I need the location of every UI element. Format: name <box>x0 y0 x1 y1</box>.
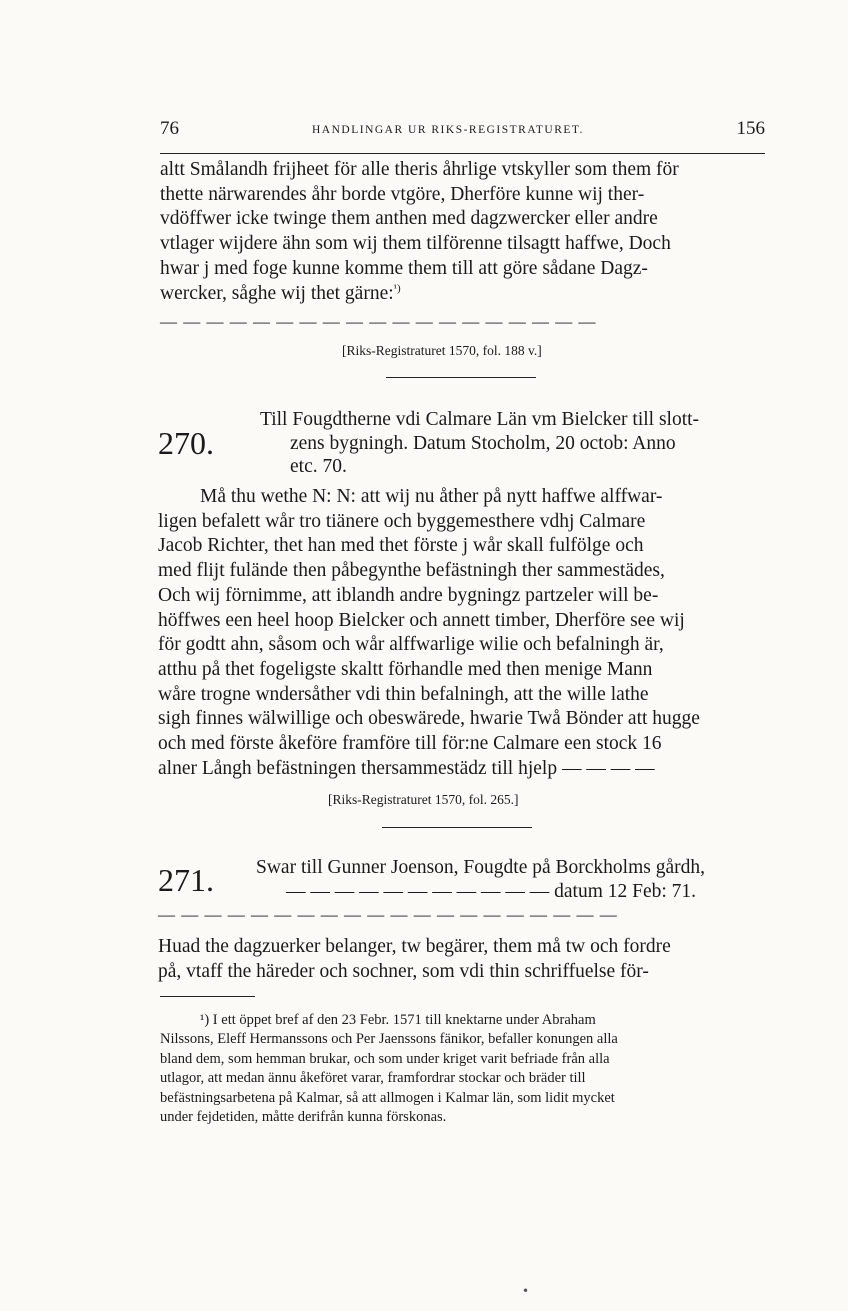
header-rule <box>160 153 765 154</box>
section-divider <box>382 827 532 828</box>
text-line: altt Smålandh frijheet för alle theris åhrlige vtskyller som them för <box>160 159 679 180</box>
running-title: HANDLINGAR UR RIKS-REGISTRATURET. <box>312 124 584 136</box>
section-divider <box>386 377 536 378</box>
footnote-line: ¹) I ett öppet bref af den 23 Febr. 1571 till knektarne under Abraham <box>200 1012 596 1028</box>
footnote-line: under fejdetiden, måtte derifrån kunna förskonas. <box>160 1109 447 1126</box>
footnote-line: befästningsarbetena på Kalmar, så att allmogen i Kalmar län, som lidit mycket <box>160 1089 615 1106</box>
text-line: vtlager wijdere ähn som wij them tilförenne tilsagtt haffwe, Doch <box>160 233 671 255</box>
text-line: höffwes een heel hoop Bielcker och annett timber, Dherföre see wij <box>158 609 685 631</box>
source-reference: [Riks-Registraturet 1570, fol. 265.] <box>328 792 519 807</box>
text-line: atthu på thet fogeligste skaltt förhandle med then menige Mann <box>158 658 653 680</box>
footnote-line: bland dem, som hemman brukar, och som under kriget varit befriade från alla <box>160 1050 610 1067</box>
regest-line: — — — — — — — — — — — datum 12 Feb: 71. <box>286 880 697 902</box>
document-number: 270. <box>158 425 214 461</box>
document-body <box>158 935 765 984</box>
omission-dashes: — — — — — — — — — — — — — — — — — — — <box>160 312 597 331</box>
omission-dashes: — — — — — — — — — — — — — — — — — — — — <box>158 905 618 924</box>
text-line <box>160 282 765 307</box>
page-header <box>160 118 765 148</box>
document-regest <box>260 408 699 479</box>
folio-number: 156 <box>736 118 765 139</box>
regest-line: Till Fougdtherne vdi Calmare Län vm Bielcker till slott- <box>260 409 700 430</box>
text-line: alner Långh befästningen thersammestädz till hjelp — — — — <box>158 757 655 779</box>
text-line: wåre trogne wndersåther vdi thin befalningh, att the wille lathe <box>158 683 649 705</box>
text-line: thette närwarendes åhr borde vtgöre, Dherföre kunne wij ther- <box>160 183 645 205</box>
footnote-line: Nilssons, Eleff Hermanssons och Per Jaenssons fänikor, befaller konungen alla <box>160 1031 618 1048</box>
document-number: 271. <box>158 862 214 898</box>
footnote <box>160 1011 766 1127</box>
text-line: ligen befalett wår tro tiänere och byggemesthere vdhj Calmare <box>158 510 646 532</box>
text-line: Jacob Richter, thet han med thet förste j wår skall fulfölge och <box>158 535 644 557</box>
regest-line: Swar till Gunner Joenson, Fougdte på Borckholms gårdh, <box>256 857 705 878</box>
text-line: Och wij förnimme, att iblandh andre bygningz partzeler will be- <box>158 584 659 606</box>
text-line: sigh finnes wälwillige och obeswärede, hwarie Twå Bönder att hugge <box>158 708 700 730</box>
footnote-rule <box>160 996 255 997</box>
text-line: vdöffwer icke twinge them anthen med dagzwercker eller andre <box>160 208 658 230</box>
text-line: Huad the dagzuerker belanger, tw begärer, them må tw och fordre <box>158 936 671 957</box>
continuation-text <box>160 158 765 306</box>
document-regest <box>256 856 705 903</box>
footnote-line: utlagor, att medan ännu åkeföret varar, framfordrar stockar och bräder till <box>160 1070 586 1087</box>
page-number: 76 <box>160 118 179 139</box>
text-line: och med förste åkeföre framföre till för:ne Calmare een stock 16 <box>158 733 662 755</box>
footnote-marker[interactable]: ¹) <box>393 282 401 295</box>
regest-line: zens bygningh. Datum Stocholm, 20 octob: Anno <box>290 432 676 454</box>
document-body <box>158 485 765 781</box>
source-reference: [Riks-Registraturet 1570, fol. 188 v.] <box>342 343 542 358</box>
text-line: på, vtaff the häreder och sochner, som vdi thin schriffuelse för- <box>158 960 649 982</box>
text-line: Må thu wethe N: N: att wij nu åther på nytt haffwe alffwar- <box>200 486 663 507</box>
text-line: för godtt ahn, såsom och wår alffwarlige wilie och befalningh är, <box>158 634 664 656</box>
scan-speck: • <box>522 1284 530 1298</box>
text-line: med flijt fulände then påbegynthe befästningh ther sammestädes, <box>158 560 665 582</box>
regest-line: etc. 70. <box>290 456 347 477</box>
text-line: hwar j med foge kunne komme them till att göre sådane Dagz- <box>160 257 648 279</box>
text-line-content: wercker, såghe wij thet gärne: <box>160 282 394 304</box>
